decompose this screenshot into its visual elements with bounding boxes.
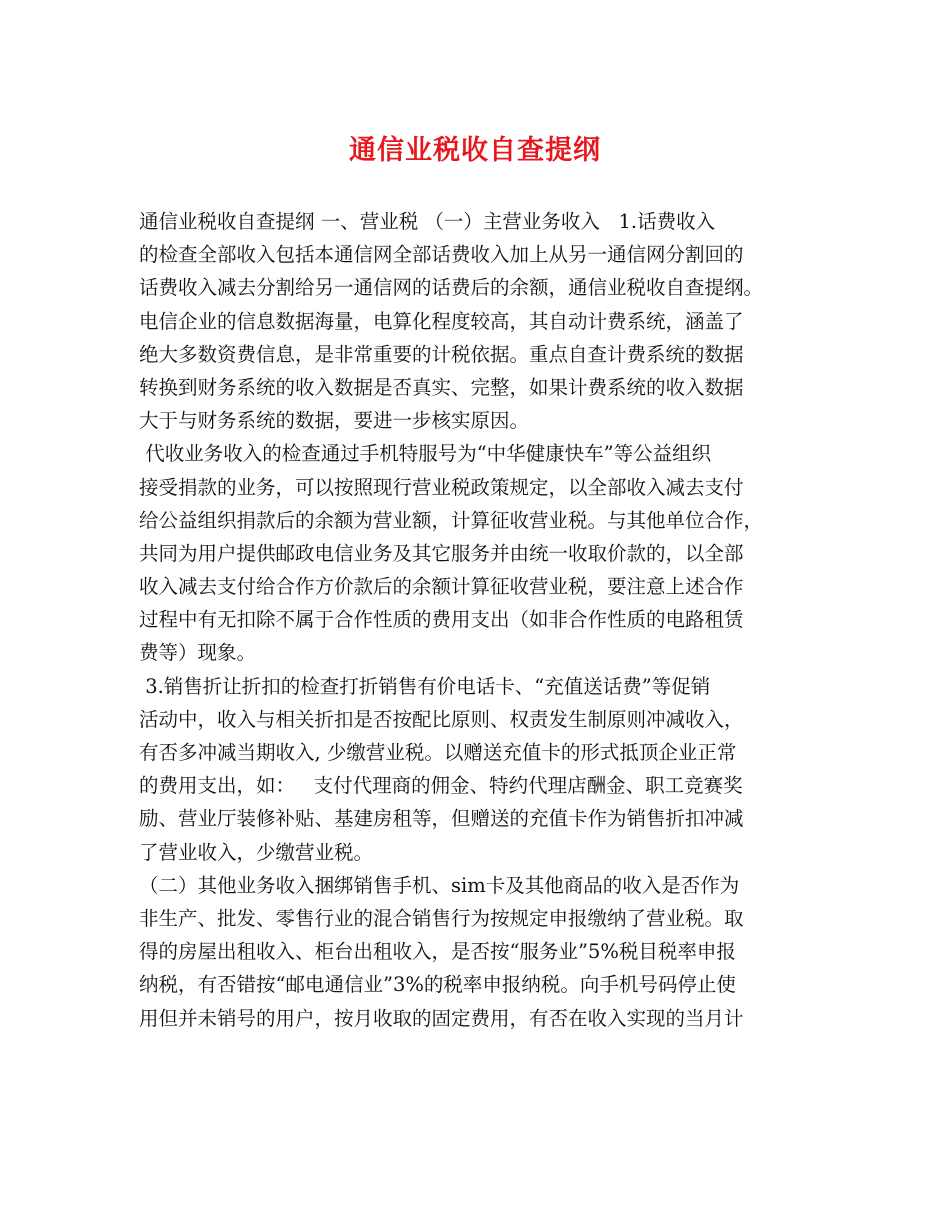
body-line: 代收业务收入的检查通过手机特服号为“中华健康快车”等公益组织 bbox=[139, 442, 712, 466]
body-line: 3.销售折让折扣的检查打折销售有价电话卡、“充值送话费”等促销 bbox=[139, 674, 711, 698]
body-line: 过程中有无扣除不属于合作性质的费用支出（如非合作性质的电路租赁 bbox=[139, 608, 744, 632]
body-line: 接受捐款的业务，可以按照现行营业税政策规定，以全部收入减去支付 bbox=[139, 475, 744, 499]
body-line: 用但并未销号的用户，按月收取的固定费用，有否在收入实现的当月计 bbox=[139, 1006, 744, 1030]
body-line: 绝大多数资费信息，是非常重要的计税依据。重点自查计费系统的数据 bbox=[139, 342, 744, 366]
body-line: 纳税，有否错按“邮电通信业”3%的税率申报纳税。向手机号码停止使 bbox=[139, 973, 736, 997]
body-line: 费等）现象。 bbox=[139, 641, 257, 665]
body-line: 励、营业厅装修补贴、基建房租等，但赠送的充值卡作为销售折扣冲减 bbox=[139, 807, 744, 831]
body-line: 的费用支出，如： 支付代理商的佣金、特约代理店酬金、职工竞赛奖 bbox=[139, 774, 743, 798]
body-line: 电信企业的信息数据海量，电算化程度较高，其自动计费系统，涵盖了 bbox=[139, 309, 744, 333]
body-line: 有否多冲减当期收入, 少缴营业税。以赠送充值卡的形式抵顶企业正常 bbox=[139, 741, 737, 764]
body-line: 了营业收入，少缴营业税。 bbox=[139, 840, 374, 864]
body-line: 的检查全部收入包括本通信网全部话费收入加上从另一通信网分割回的 bbox=[139, 243, 744, 267]
body-line: 话费收入减去分割给另一通信网的话费后的余额，通信业税收自查提纲。 bbox=[139, 276, 764, 300]
body-line: 共同为用户提供邮政电信业务及其它服务并由统一收取价款的，以全部 bbox=[139, 541, 744, 565]
body-line: 收入减去支付给合作方价款后的余额计算征收营业税，要注意上述合作 bbox=[139, 575, 744, 599]
body-line: 大于与财务系统的数据，要进一步核实原因。 bbox=[139, 409, 530, 433]
body-line: 非生产、批发、零售行业的混合销售行为按规定申报缴纳了营业税。取 bbox=[139, 906, 744, 930]
body-line: 转换到财务系统的收入数据是否真实、完整，如果计费系统的收入数据 bbox=[139, 375, 744, 399]
body-line: 活动中，收入与相关折扣是否按配比原则、权责发生制原则冲减收入， bbox=[139, 707, 744, 731]
body-line: 给公益组织捐款后的余额为营业额，计算征收营业税。与其他单位合作， bbox=[139, 508, 764, 532]
body-line: （二）其他业务收入捆绑销售手机、sim卡及其他商品的收入是否作为 bbox=[139, 873, 740, 897]
body-line: 得的房屋出租收入、柜台出租收入，是否按“服务业”5%税目税率申报 bbox=[139, 940, 736, 964]
document-title: 通信业税收自查提纲 bbox=[349, 135, 601, 166]
document-body bbox=[139, 205, 819, 1035]
body-line: 通信业税收自查提纲 一、营业税 （一）主营业务收入 1.话费收入 bbox=[139, 210, 716, 233]
